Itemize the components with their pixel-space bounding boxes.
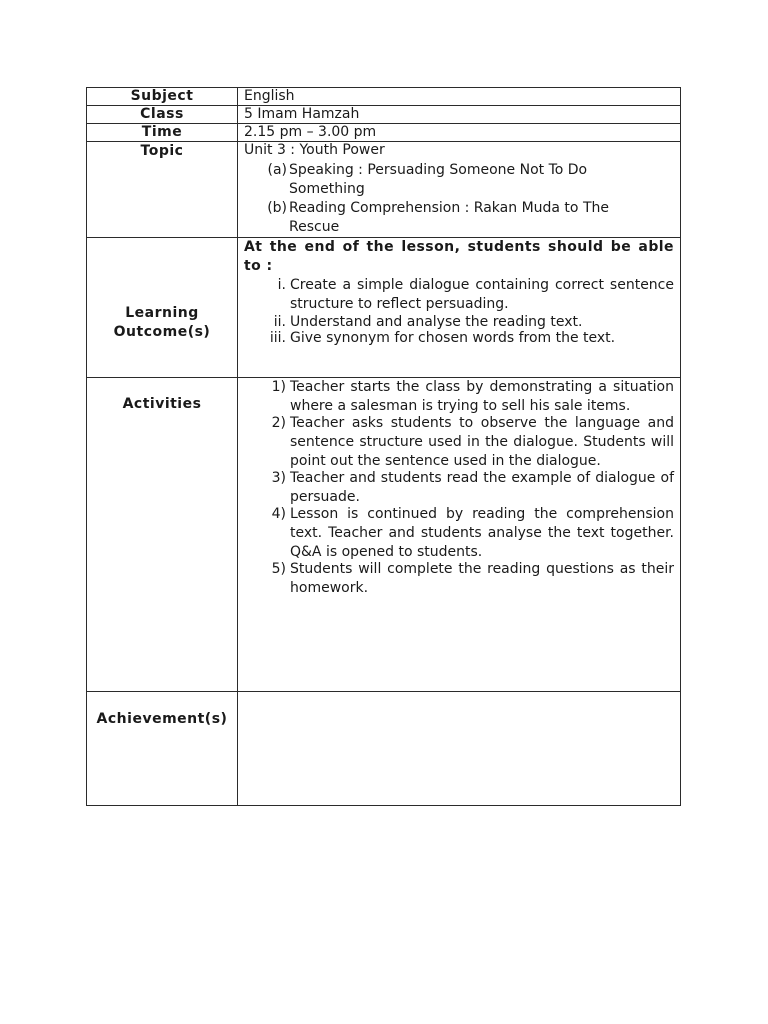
activities-row [87,378,681,692]
learning-outcomes-label-line2: Outcome(s) [113,323,211,340]
topic-item-marker: (b) [267,200,287,216]
learning-outcomes-cell [238,238,681,378]
topic-item [238,161,680,199]
learning-outcome-item [238,330,680,346]
subject-row [87,88,681,106]
activity-marker: 1) [271,379,286,395]
learning-outcome-text: Give synonym for chosen words from the text. [290,330,616,346]
achievements-row [87,692,681,806]
learning-outcome-text: Create a simple dialogue containing correct sentence structure to reflect persuading. [290,277,674,312]
subject-value: English [238,88,681,106]
activity-item [238,505,680,562]
activity-item [238,378,680,416]
time-value: 2.15 pm – 3.00 pm [238,124,681,142]
learning-outcome-marker: iii. [269,330,286,346]
topic-label-text: Topic [140,143,184,159]
class-row [87,106,681,124]
activity-text: Teacher asks students to observe the language and sentence structure used in the dialogue. Students will point out the sentence used in the dialogue. [290,415,674,469]
activity-item [238,414,680,471]
time-label: Time [87,124,238,142]
lesson-plan-table [86,87,681,806]
topic-label [87,142,238,238]
activity-item [238,560,680,598]
learning-outcome-marker: i. [277,277,286,293]
activity-text: Teacher and students read the example of dialogue of persuade. [290,470,674,505]
activity-marker: 3) [271,470,286,486]
learning-outcomes-intro: At the end of the lesson, students should be able to : [244,239,674,274]
activities-list [238,378,680,598]
achievements-label: Achievement(s) [87,692,238,806]
activity-marker: 5) [271,561,286,577]
learning-outcome-item [238,276,680,314]
class-label: Class [87,106,238,124]
time-row [87,124,681,142]
learning-outcomes-row [87,238,681,378]
topic-list [238,161,680,237]
activity-marker: 4) [271,506,286,522]
learning-outcomes-label [87,238,238,378]
class-value: 5 Imam Hamzah [238,106,681,124]
learning-outcome-marker: ii. [273,314,286,330]
activities-cell [238,378,681,692]
activity-text: Teacher starts the class by demonstrating a situation where a salesman is trying to sell his sale items. [290,379,674,414]
topic-item-marker: (a) [267,162,287,178]
activity-text: Students will complete the reading questions as their homework. [290,561,674,596]
topic-item-text: Reading Comprehension : Rakan Muda to The Rescue [289,200,609,235]
activities-label: Activities [87,378,238,692]
learning-outcome-item [238,314,680,330]
topic-item-text: Speaking : Persuading Someone Not To Do Something [289,162,588,197]
activity-text: Lesson is continued by reading the comprehension text. Teacher and students analyse the text together. Q&A is opened to students. [290,506,674,560]
topic-item [238,199,680,237]
topic-row [87,142,681,238]
activity-marker: 2) [271,415,286,431]
learning-outcome-text: Understand and analyse the reading text. [290,314,583,330]
subject-label: Subject [87,88,238,106]
achievements-value [238,692,681,806]
topic-cell [238,142,681,238]
activity-item [238,469,680,507]
learning-outcomes-list [238,276,680,346]
learning-outcomes-label-line1: Learning [125,304,199,321]
topic-heading: Unit 3 : Youth Power [244,142,385,158]
